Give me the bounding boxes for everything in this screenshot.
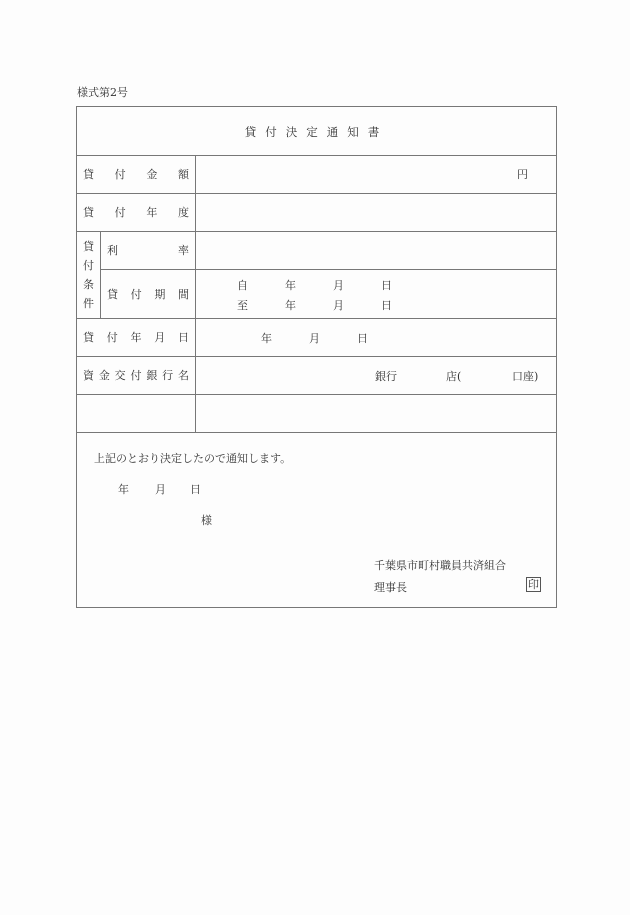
label-char: 間 <box>177 287 189 301</box>
label-char: 金 <box>98 369 110 382</box>
label-char: 貸 <box>83 331 94 344</box>
to-label: 至 <box>237 299 248 312</box>
divider <box>77 432 556 433</box>
label-char: 利 <box>107 244 118 257</box>
label-char: 貸 <box>83 206 94 219</box>
loan-conditions-label <box>77 231 100 318</box>
loan-date-label <box>83 318 189 356</box>
day-label: 日 <box>357 332 368 345</box>
label-char: 月 <box>154 331 166 344</box>
label-char: 率 <box>178 244 189 257</box>
year-label: 年 <box>285 299 296 312</box>
label-char: 金 <box>146 168 158 181</box>
organization-name: 千葉県市町村職員共済組合 <box>374 559 506 572</box>
day-label: 日 <box>381 299 392 312</box>
label-char: 度 <box>177 206 189 219</box>
loan-decision-form <box>76 106 557 608</box>
fiscal-year-label <box>83 193 189 231</box>
form-title: 貸付決定通知書 <box>244 124 389 139</box>
label-char: 付 <box>106 331 118 344</box>
account-suffix: 口座) <box>512 370 539 383</box>
amount-label <box>83 155 189 193</box>
fiscal-year-field[interactable] <box>196 193 556 231</box>
amount-field[interactable] <box>196 155 556 193</box>
year-label: 年 <box>285 279 296 292</box>
from-label: 自 <box>237 279 248 292</box>
recipient-honorific: 様 <box>201 514 212 527</box>
day-label: 日 <box>381 279 392 292</box>
loan-period-field[interactable] <box>196 269 556 318</box>
seal-mark: 印 <box>528 578 539 591</box>
yen-unit: 円 <box>517 168 528 181</box>
bank-suffix: 銀行 <box>375 370 397 383</box>
label-char: 額 <box>177 168 189 181</box>
label-char: 年 <box>130 331 142 344</box>
label-char: 資 <box>83 369 94 382</box>
bank-name-field[interactable] <box>196 356 556 394</box>
bank-name-label <box>83 356 189 394</box>
label-char: 年 <box>146 206 158 219</box>
label-char: 付 <box>83 258 94 272</box>
label-char: 期 <box>154 287 166 301</box>
label-char: 貸 <box>83 168 94 181</box>
interest-rate-field[interactable] <box>196 231 556 269</box>
label-char: 日 <box>178 331 189 344</box>
label-char: 件 <box>83 296 94 310</box>
label-char: 行 <box>162 369 174 382</box>
label-char: 貸 <box>107 287 118 301</box>
signer-title: 理事長 <box>374 581 407 594</box>
label-char: 交 <box>114 369 126 382</box>
label-char: 付 <box>130 287 142 301</box>
blank-label-cell <box>77 394 195 432</box>
loan-date-field[interactable] <box>196 318 556 356</box>
interest-rate-label <box>107 231 189 269</box>
month-label: 月 <box>333 279 344 292</box>
label-char: 名 <box>177 369 189 382</box>
month-label: 月 <box>309 332 320 345</box>
year-label: 年 <box>261 332 272 345</box>
branch-suffix: 店( <box>446 370 462 383</box>
label-char: 付 <box>114 168 126 181</box>
label-char: 付 <box>114 206 126 219</box>
month-label: 月 <box>333 299 344 312</box>
label-char: 貸 <box>83 239 94 253</box>
column-divider <box>100 231 101 318</box>
notice-year: 年 <box>118 483 129 496</box>
blank-field-cell[interactable] <box>196 394 556 432</box>
label-char: 銀 <box>146 369 158 382</box>
form-number: 様式第2号 <box>77 86 128 99</box>
label-char: 付 <box>130 369 142 382</box>
loan-period-label <box>107 269 189 318</box>
notice-month: 月 <box>155 483 166 496</box>
notice-message: 上記のとおり決定したので通知します。 <box>94 452 292 465</box>
notice-day: 日 <box>190 483 201 496</box>
label-char: 条 <box>83 277 94 291</box>
